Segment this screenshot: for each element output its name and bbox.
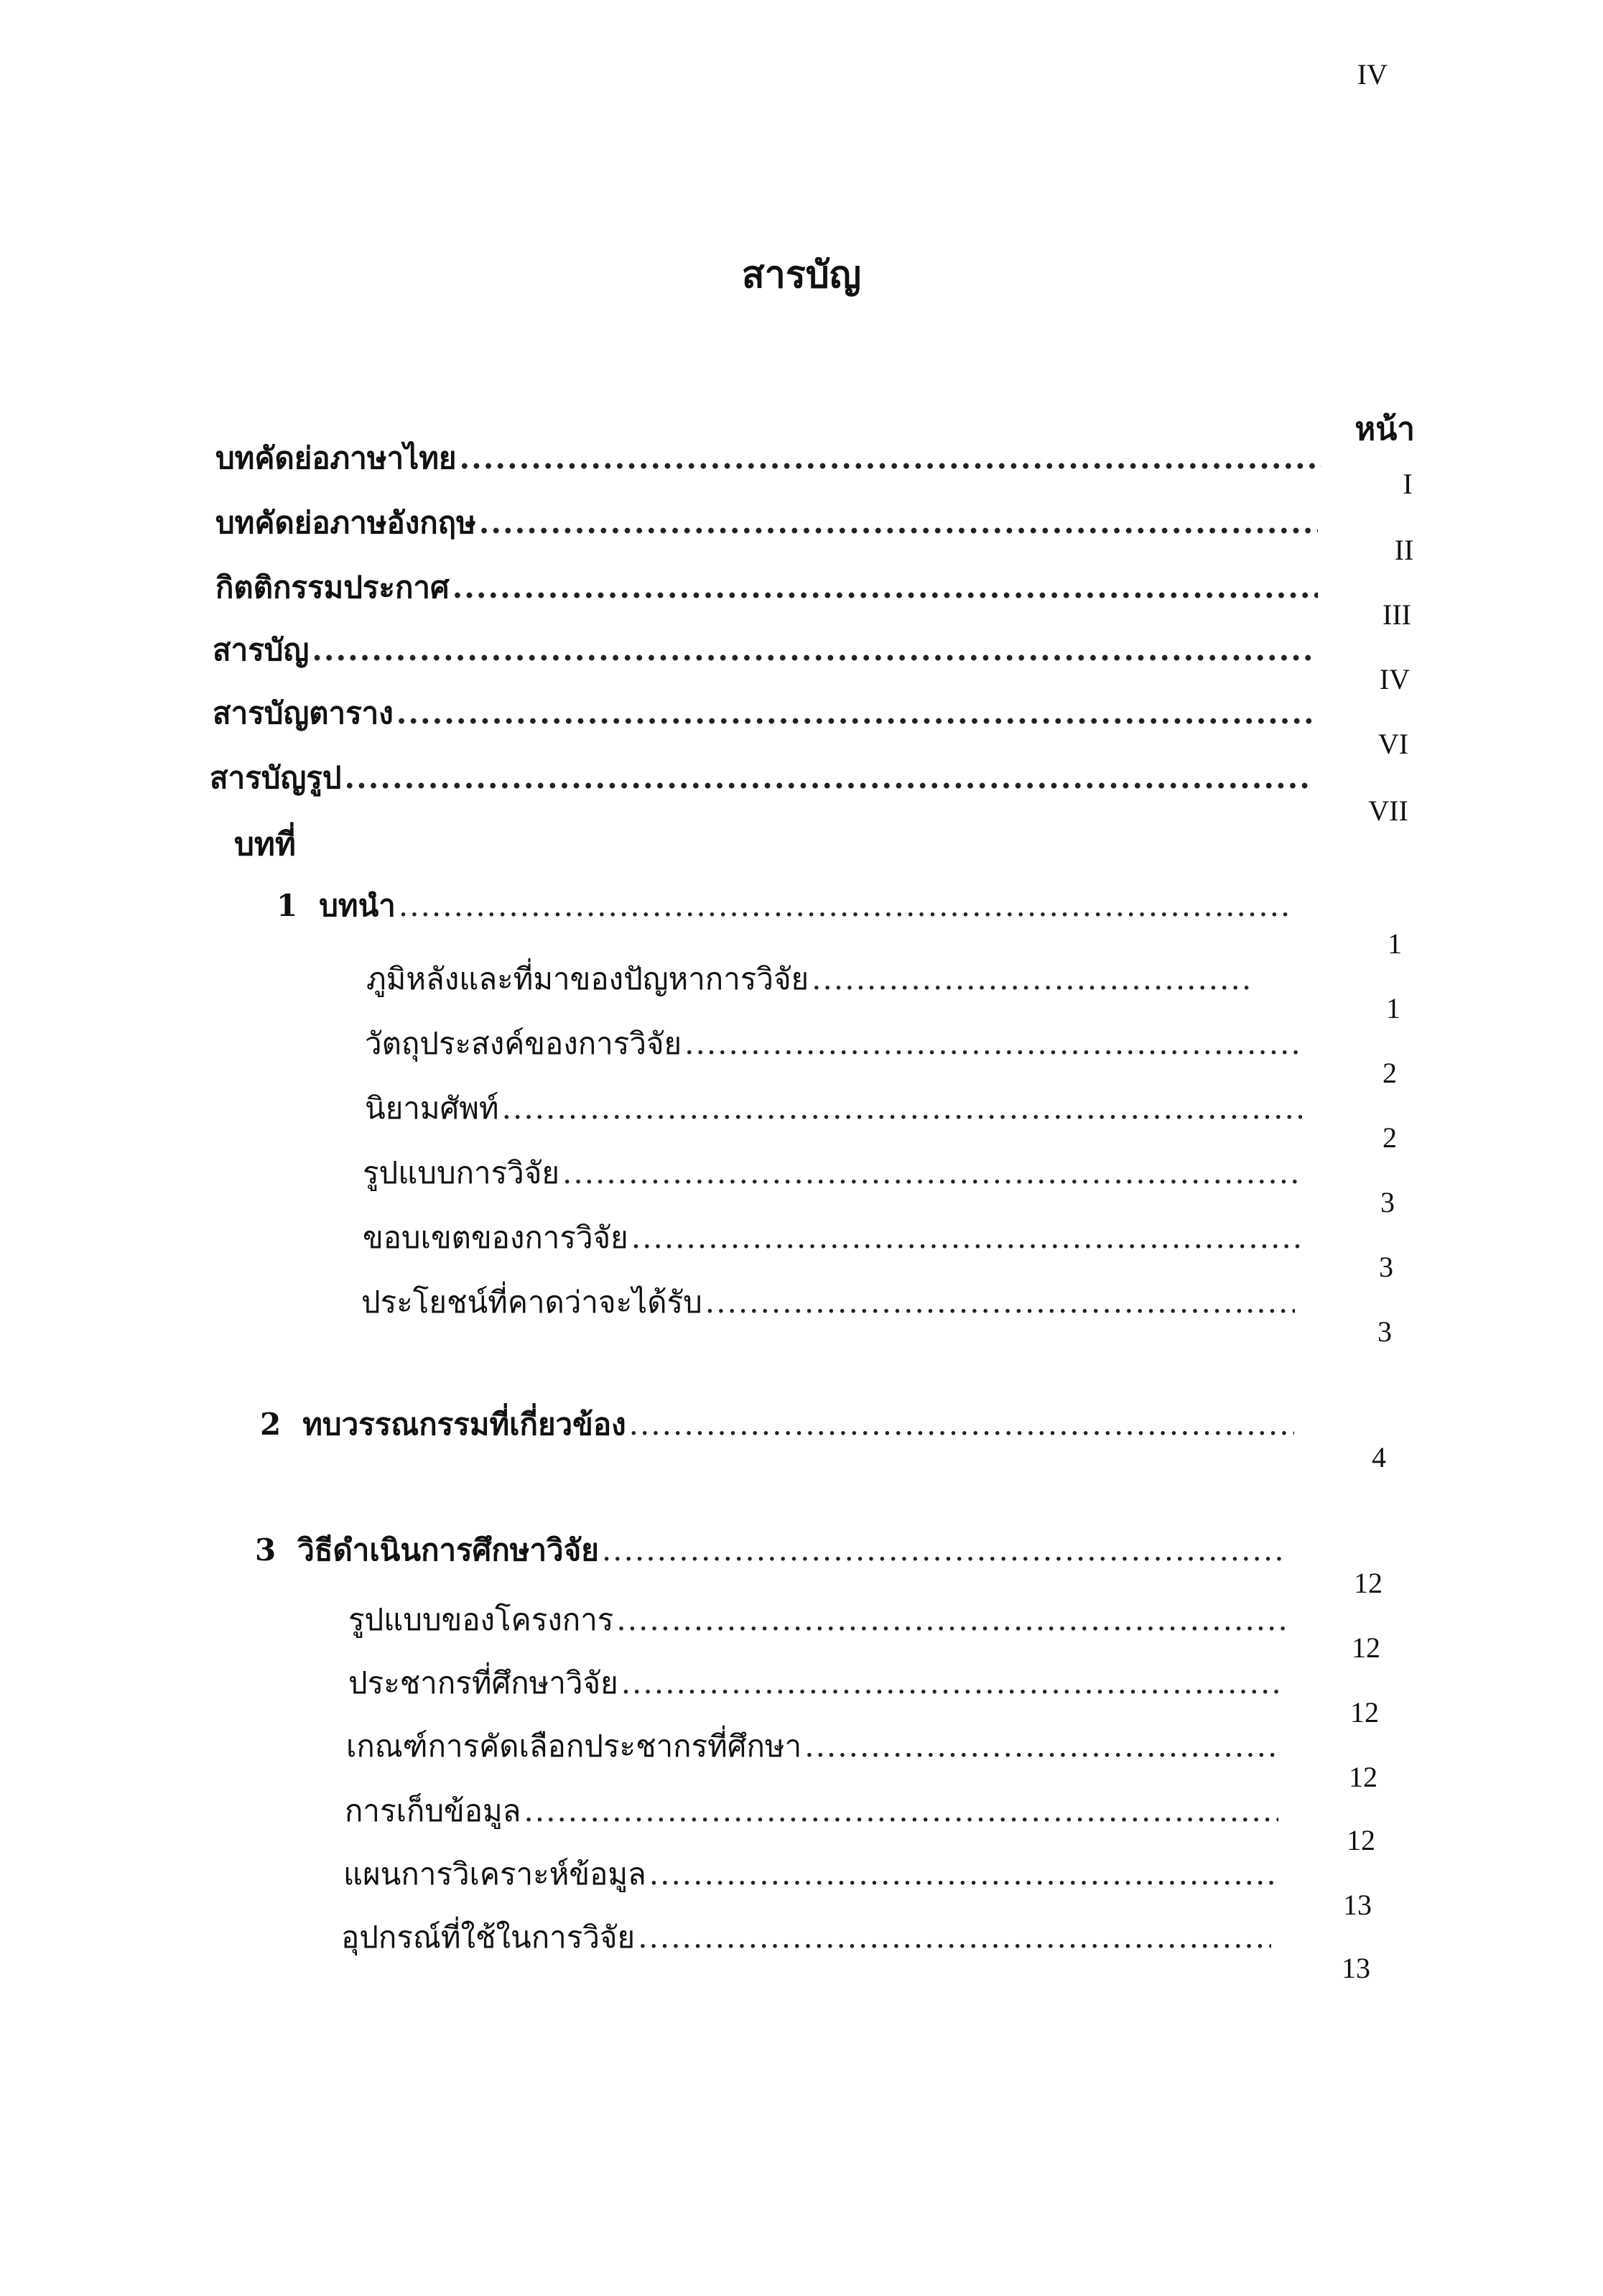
toc-dot-leader (705, 1284, 1295, 1320)
toc-entry-label: บทคัดย่อภาษาไทย (215, 440, 457, 476)
toc-entry-page: 12 (1350, 1696, 1379, 1728)
toc-dot-leader (344, 760, 1309, 795)
toc-entry-page: VI (1377, 728, 1409, 760)
toc-entry-label: บทคัดย่อภาษอังกฤษ (215, 505, 476, 540)
toc-entry-page: 2 (1383, 1057, 1397, 1089)
toc-entry-abstract-th (215, 435, 1321, 478)
toc-section (346, 1723, 1280, 1766)
toc-dot-leader (479, 505, 1318, 540)
toc-dot-leader (812, 961, 1253, 996)
toc-entry-page: IV (1379, 663, 1411, 695)
toc-dot-leader (629, 1407, 1294, 1442)
toc-entry-label: ประโยชน์ที่คาดว่าจะได้รับ (361, 1284, 702, 1320)
toc-section (365, 1085, 1302, 1128)
toc-section (348, 1596, 1286, 1639)
toc-entry-label: วัตถุประสงค์ของการวิจัย (365, 1026, 682, 1061)
toc-section (363, 1149, 1304, 1193)
toc-dot-leader (312, 632, 1315, 667)
chapter-number: 2 (260, 1407, 282, 1442)
toc-entry-label: ขอบเขตของการวิจัย (363, 1220, 628, 1255)
toc-section (365, 1020, 1298, 1063)
toc-section (348, 1659, 1282, 1703)
toc-dot-leader (399, 888, 1289, 923)
toc-entry-label: ประชากรที่ศึกษาวิจัย (348, 1665, 618, 1700)
toc-entry-page: 3 (1379, 1251, 1393, 1283)
toc-entry-page: 1 (1388, 927, 1402, 960)
toc-dot-leader (602, 1532, 1286, 1568)
toc-entry-page: 4 (1372, 1441, 1386, 1473)
toc-entry-page: 12 (1354, 1567, 1383, 1599)
toc-dot-leader (616, 1602, 1286, 1637)
toc-entry-label: อุปกรณ์ที่ใช้ในการวิจัย (341, 1920, 636, 1955)
page-number: IV (1357, 58, 1388, 91)
toc-section (345, 1787, 1278, 1830)
toc-entry-label: บทนำ (319, 888, 396, 923)
toc-entry-page: 13 (1343, 1889, 1372, 1921)
toc-section (343, 1851, 1273, 1894)
toc-section (341, 1914, 1271, 1957)
toc-dot-leader (638, 1920, 1271, 1955)
toc-entry-page: 3 (1380, 1186, 1395, 1218)
toc-section (366, 955, 1253, 999)
toc-dot-leader (649, 1856, 1273, 1892)
toc-entry-page: 12 (1349, 1761, 1377, 1793)
toc-dot-leader (684, 1026, 1298, 1061)
toc-chapter-3 (255, 1527, 1286, 1570)
toc-entry-page: 2 (1383, 1121, 1397, 1154)
toc-entry-page: 3 (1377, 1315, 1392, 1348)
toc-entry-label: สารบัญ (213, 632, 310, 667)
toc-dot-leader (621, 1665, 1282, 1700)
toc-entry-list-of-tables (213, 690, 1311, 733)
chapters-heading: บทที่ (234, 826, 296, 863)
toc-entry-page: 1 (1386, 992, 1400, 1024)
page-title: สารบัญ (741, 253, 862, 297)
toc-entry-page: 12 (1347, 1824, 1375, 1856)
toc-entry-label: รูปแบบของโครงการ (348, 1602, 614, 1637)
toc-dot-leader (452, 570, 1318, 605)
toc-entry-label: ทบวรรณกรรมที่เกี่ยวข้อง (302, 1407, 626, 1442)
toc-entry-abstract-en (215, 499, 1318, 542)
toc-entry-page: III (1383, 598, 1411, 631)
toc-entry-page: II (1394, 534, 1414, 566)
toc-dot-leader (524, 1793, 1278, 1828)
chapter-number: 1 (277, 888, 298, 923)
toc-chapter-2 (260, 1401, 1294, 1444)
toc-dot-leader (804, 1728, 1280, 1764)
toc-entry-label: นิยามศัพท์ (365, 1091, 499, 1126)
toc-chapter-1 (277, 882, 1289, 925)
toc-entry-page: I (1403, 468, 1413, 500)
chapter-number: 3 (255, 1532, 277, 1568)
toc-dot-leader (460, 440, 1321, 476)
toc-entry-label: รูปแบบการวิจัย (363, 1155, 559, 1190)
toc-section (361, 1279, 1295, 1322)
toc-entry-label: กิตติกรรมประกาศ (215, 570, 450, 605)
toc-entry-label: เกณฑ์การคัดเลือกประชากรที่ศึกษา (346, 1728, 802, 1764)
toc-entry-label: สารบัญตาราง (213, 695, 394, 731)
toc-entry-label: การเก็บข้อมูล (345, 1793, 521, 1828)
toc-entry-label: สารบัญรูป (210, 760, 342, 795)
toc-section (363, 1214, 1304, 1257)
page-column-header: หน้า (1355, 411, 1415, 448)
toc-dot-leader (502, 1091, 1302, 1126)
toc-dot-leader (396, 695, 1311, 731)
toc-entry-acknowledgement (215, 564, 1318, 607)
toc-entry-page: VII (1368, 795, 1408, 827)
toc-entry-label: ภูมิหลังและที่มาของปัญหาการวิจัย (366, 961, 809, 996)
toc-dot-leader (562, 1155, 1304, 1190)
toc-entry-page: 13 (1342, 1952, 1370, 1984)
toc-entry-label: วิธีดำเนินการศึกษาวิจัย (297, 1532, 599, 1568)
toc-entry-contents (213, 626, 1315, 670)
toc-dot-leader (631, 1220, 1304, 1255)
toc-entry-label: แผนการวิเคราะห์ข้อมูล (343, 1856, 646, 1892)
toc-entry-list-of-figures (210, 754, 1309, 797)
toc-entry-page: 12 (1352, 1631, 1380, 1664)
